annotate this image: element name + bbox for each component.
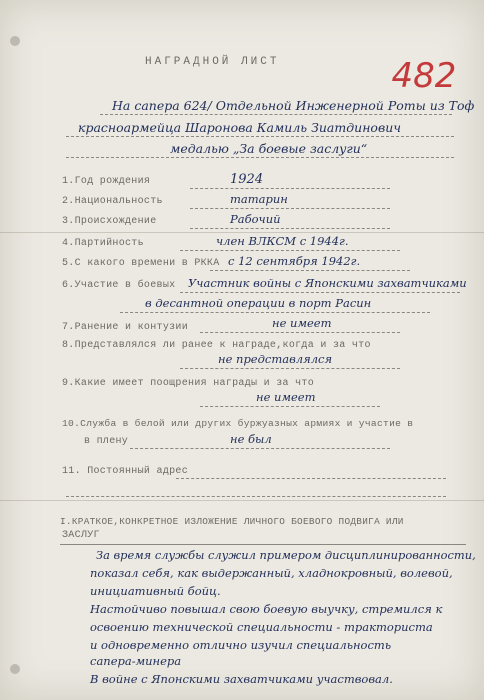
field-value: не представлялся xyxy=(218,352,333,366)
underline xyxy=(200,406,380,407)
underline xyxy=(200,332,400,333)
underline xyxy=(130,448,390,449)
punch-hole xyxy=(10,36,20,46)
field-value: не имеет xyxy=(256,390,316,404)
field-label: 1.Год рождения xyxy=(62,176,151,187)
field-label: 10.Служба в белой или других буржуазных армиях и участие в xyxy=(62,418,414,429)
narrative-line: За время службы служил примером дисциплинированности, xyxy=(96,548,476,562)
fold-line xyxy=(0,500,484,501)
field-label: 9.Какие имеет поощрения награды и за что xyxy=(62,378,315,389)
field-label: 11. Постоянный адрес xyxy=(62,466,189,477)
section-divider xyxy=(60,544,466,545)
narrative-line: показал себя, как выдержанный, хладнокровный, волевой, xyxy=(90,566,453,580)
field-label: 5.С какого времени в РККА xyxy=(62,258,220,269)
underline xyxy=(190,208,390,209)
section-heading-2: ЗАСЛУГ xyxy=(62,530,100,541)
narrative-line: В войне с Японскими захватчиками участвовал. xyxy=(90,672,393,686)
underline xyxy=(210,270,410,271)
underline xyxy=(176,478,446,479)
underline xyxy=(180,292,460,293)
field-value: с 12 сентября 1942г. xyxy=(228,254,361,268)
field-label: 7.Ранение и контузии xyxy=(62,322,189,333)
field-label: 3.Происхождение xyxy=(62,216,157,227)
field-value: член ВЛКСМ с 1944г. xyxy=(216,234,349,248)
archive-number: 482 xyxy=(391,56,457,96)
field-value: татарин xyxy=(230,192,288,206)
punch-hole xyxy=(10,664,20,674)
header-line-2: красноармейца Шаронова Камиль Зиатдинович xyxy=(78,120,402,135)
field-label: 6.Участие в боевых xyxy=(62,280,176,291)
underline xyxy=(180,250,400,251)
header-line-3: медалью „За боевые заслуги“ xyxy=(170,141,368,156)
underline xyxy=(190,228,390,229)
narrative-line: и одновременно отлично изучил специальность xyxy=(90,638,392,652)
field-value: Рабочий xyxy=(230,212,281,226)
field-value: в десантной операции в порт Расин xyxy=(145,296,372,310)
underline xyxy=(66,496,446,497)
field-label: 4.Партийность xyxy=(62,238,144,249)
narrative-line: Настойчиво повышал свою боевую выучку, стремился к xyxy=(90,602,443,616)
field-label: 2.Национальность xyxy=(62,196,163,207)
underline xyxy=(190,188,390,189)
underline xyxy=(120,312,430,313)
field-value: Участник войны с Японскими захватчиками xyxy=(188,276,467,290)
narrative-line: освоению технической специальности - тракториста xyxy=(90,620,433,634)
field-value: 1924 xyxy=(230,172,264,187)
underline xyxy=(66,157,454,158)
field-label: 8.Представлялся ли ранее к награде,когда и за что xyxy=(62,340,371,351)
document-title: НАГРАДНОЙ ЛИСТ xyxy=(145,56,280,68)
underline xyxy=(100,114,452,115)
section-heading: I.КРАТКОЕ,КОНКРЕТНОЕ ИЗЛОЖЕНИЕ ЛИЧНОГО БОЕВОГО ПОДВИГА ИЛИ xyxy=(60,516,404,527)
field-label: в плену xyxy=(84,436,129,447)
field-value: не имеет xyxy=(272,316,332,330)
field-value: не был xyxy=(230,432,272,446)
fold-line xyxy=(0,232,484,233)
header-line-1: На сапера 624/ Отдельной Инженерной Роты из Тоф xyxy=(112,98,475,113)
underline xyxy=(180,368,400,369)
narrative-line: инициативный бойц. xyxy=(90,584,221,598)
underline xyxy=(66,136,454,137)
narrative-line: сапера-минера xyxy=(90,654,182,668)
